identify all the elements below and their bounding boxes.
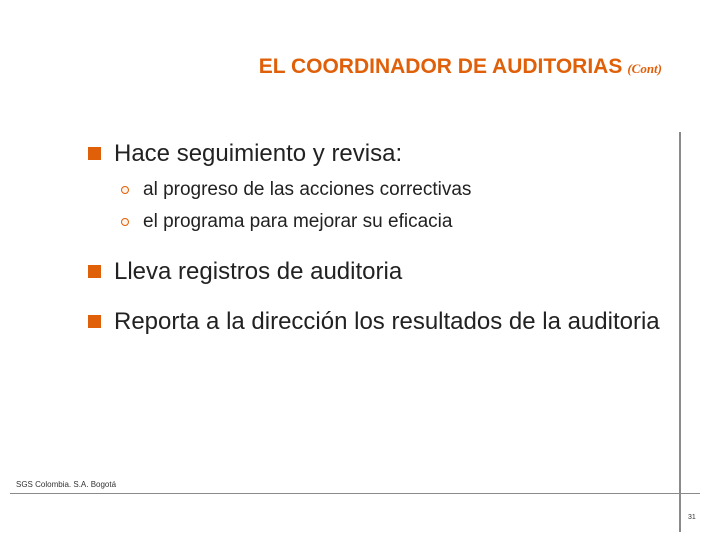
sub-bullet-list (114, 174, 668, 238)
sub-bullet-text: al progreso de las acciones correctivas (143, 179, 472, 200)
bullet-text: Reporta a la dirección los resultados de la auditoria (114, 308, 660, 335)
square-bullet-icon (88, 265, 101, 278)
footer-divider (10, 493, 700, 494)
square-bullet-icon (88, 315, 101, 328)
sub-bullet-item (114, 174, 668, 206)
bullet-text: Hace seguimiento y revisa: (114, 140, 403, 167)
bullet-item (88, 256, 668, 288)
sub-bullet-text: el programa para mejorar su eficacia (143, 211, 453, 232)
slide-title (259, 55, 662, 79)
square-bullet-icon (88, 147, 101, 160)
bullet-item (88, 306, 668, 338)
circle-bullet-icon (121, 186, 129, 194)
sub-bullet-item (114, 206, 668, 238)
circle-bullet-icon (121, 218, 129, 226)
bullet-list (88, 138, 668, 356)
vertical-divider (679, 132, 681, 532)
title-text: EL COORDINADOR DE AUDITORIAS (258, 55, 623, 78)
footer-company: SGS Colombia. S.A. Bogotá (16, 480, 117, 489)
title-suffix: (Cont) (627, 61, 662, 76)
bullet-text: Lleva registros de auditoria (114, 258, 403, 285)
bullet-item (88, 138, 668, 238)
page-number: 31 (688, 514, 696, 521)
